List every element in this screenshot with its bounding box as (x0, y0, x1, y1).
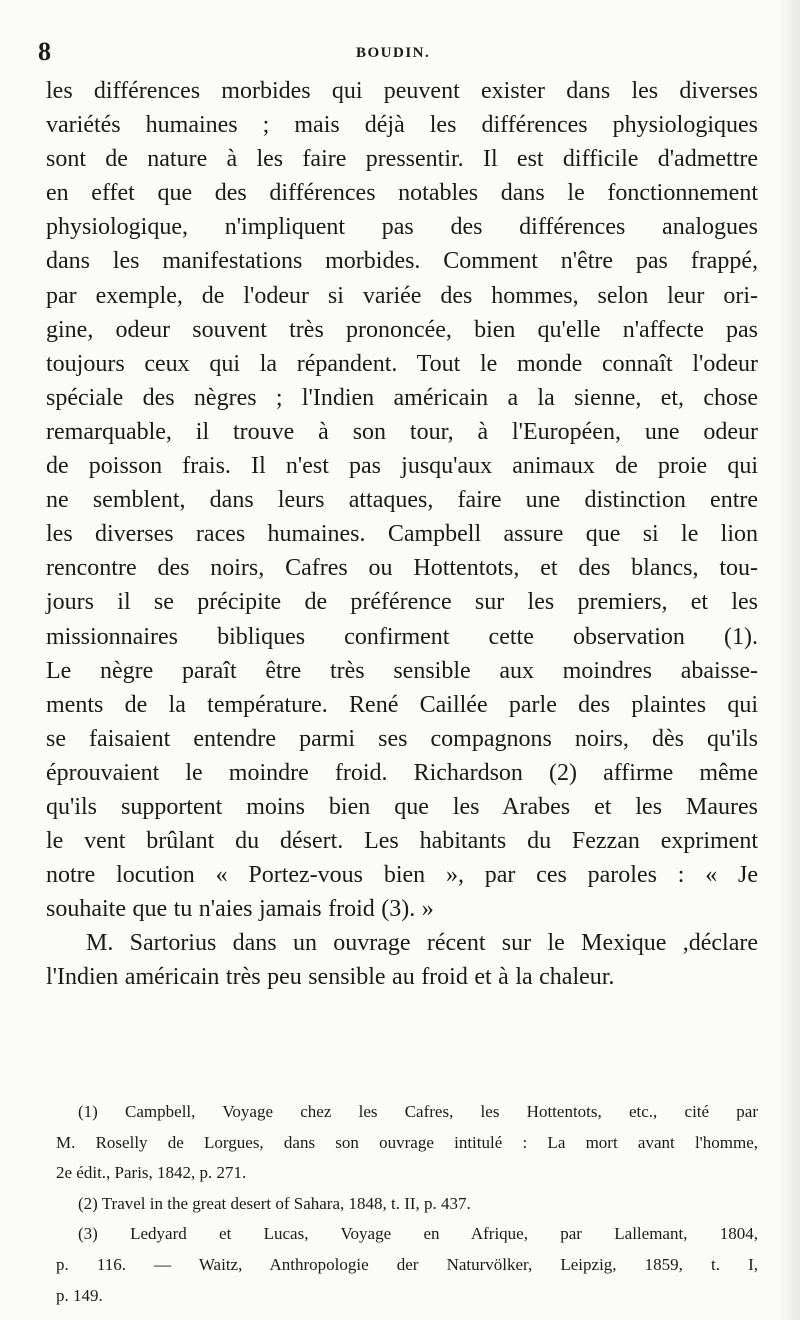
footnote-line: (2) Travel in the great desert of Sahara, 1848, t. II, p. 437. (78, 1193, 471, 1213)
text-line: en effet que des différences notables dans le fonctionnement (46, 180, 758, 207)
text-line: remarquable, il trouve à son tour, à l'Européen, une odeur (46, 418, 758, 445)
text-line: souhaite que tu n'aies jamais froid (3). » (46, 896, 434, 923)
text-line: toujours ceux qui la répandent. Tout le monde connaît l'odeur (46, 350, 758, 377)
running-head: BOUDIN. (356, 45, 431, 61)
text-line: jours il se précipite de préférence sur les premiers, et les (46, 589, 758, 616)
footnote-line: (3) Ledyard et Lucas, Voyage en Afrique, par Lallemant, 1804, (78, 1224, 758, 1244)
text-line: ments de la température. René Caillée parle des plaintes qui (46, 691, 758, 718)
text-line: sont de nature à les faire pressentir. Il est difficile d'admettre (46, 146, 758, 173)
text-line: M. Sartorius dans un ouvrage récent sur le Mexique ,déclare (86, 930, 758, 957)
text-line: le vent brûlant du désert. Les habitants du Fezzan expriment (46, 828, 758, 855)
text-line: physiologique, n'impliquent pas des différences analogues (46, 214, 758, 241)
text-line: les diverses races humaines. Campbell assure que si le lion (46, 521, 758, 548)
text-line: dans les manifestations morbides. Comment n'être pas frappé, (46, 248, 758, 275)
text-line: rencontre des noirs, Cafres ou Hottentots, et des blancs, tou- (46, 555, 758, 582)
text-line: éprouvaient le moindre froid. Richardson (2) affirme même (46, 759, 758, 786)
footnote-line: (1) Campbell, Voyage chez les Cafres, les Hottentots, etc., cité par (78, 1102, 758, 1121)
body-text (46, 74, 758, 995)
text-line: gine, odeur souvent très prononcée, bien qu'elle n'affecte pas (46, 316, 758, 343)
text-line: par exemple, de l'odeur si variée des hommes, selon leur ori- (46, 282, 758, 309)
text-line: qu'ils supportent moins bien que les Arabes et les Maures (46, 793, 758, 820)
text-line: variétés humaines ; mais déjà les différences physiologiques (46, 112, 758, 139)
text-line: les différences morbides qui peuvent exister dans les diverses (46, 78, 758, 104)
page-number: 8 (38, 37, 51, 66)
text-line: spéciale des nègres ; l'Indien américain a la sienne, et, chose (46, 384, 758, 411)
text-line: se faisaient entendre parmi ses compagnons noirs, dès qu'ils (46, 725, 758, 752)
text-line: Le nègre paraît être très sensible aux moindres abaisse- (46, 657, 758, 684)
page-header (38, 36, 758, 68)
footnotes (56, 1097, 758, 1311)
text-line: l'Indien américain très peu sensible au froid et à la chaleur. (46, 964, 615, 991)
page-gutter-shadow (778, 0, 800, 1320)
text-line: missionnaires bibliques confirment cette observation (1). (46, 623, 758, 650)
footnote-line: p. 149. (56, 1285, 103, 1305)
text-line: de poisson frais. Il n'est pas jusqu'aux animaux de proie qui (46, 453, 758, 480)
text-line: ne semblent, dans leurs attaques, faire une distinction entre (46, 487, 758, 514)
footnote-line: p. 116. — Waitz, Anthropologie der Naturvölker, Leipzig, 1859, t. I, (56, 1254, 758, 1274)
footnote-line: M. Roselly de Lorgues, dans son ouvrage intitulé : La mort avant l'homme, (56, 1132, 758, 1152)
text-line: notre locution « Portez-vous bien », par ces paroles : « Je (46, 862, 758, 889)
footnote-line: 2e édit., Paris, 1842, p. 271. (56, 1163, 247, 1183)
